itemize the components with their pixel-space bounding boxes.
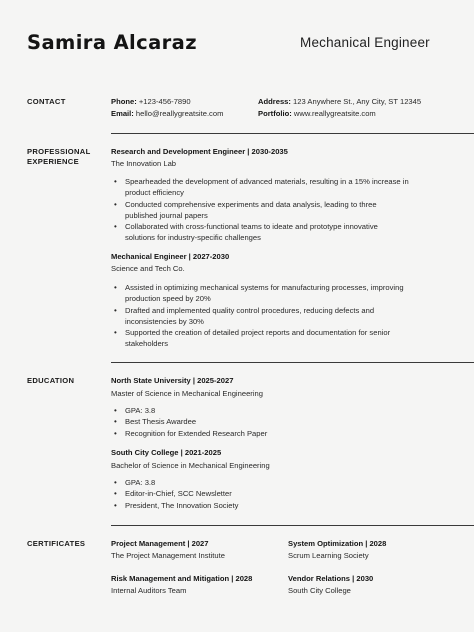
education-section-label: EDUCATION [27, 376, 75, 385]
certificate-1-title: Project Management | 2027 [111, 539, 209, 548]
divider-contact [111, 133, 474, 134]
email-label: Email: [111, 109, 134, 118]
job-2-company: Science and Tech Co. [111, 264, 185, 273]
school-2-name: South City College | 2021-2025 [111, 448, 222, 457]
portfolio-line [258, 109, 376, 119]
experience-label-line1: PROFESSIONAL [27, 147, 91, 156]
school-1-degree: Master of Science in Mechanical Engineering [111, 389, 263, 398]
list-item: • Conducted comprehensive experiments and data analysis, leading to three published journal papers [114, 199, 444, 222]
job-1-company: The Innovation Lab [111, 159, 177, 168]
contact-section-label: CONTACT [27, 97, 66, 106]
divider-experience [111, 362, 474, 363]
job-1-bullets [114, 176, 444, 244]
list-item: • Collaborated with cross-functional teams to ideate and prototype innovative solutions for industry-specific challenges [114, 221, 444, 244]
list-item: • Spearheaded the development of advanced materials, resulting in a 15% increase in product efficiency [114, 176, 444, 199]
divider-education [111, 525, 474, 526]
school-2-bullets [114, 477, 444, 511]
address-value: 123 Anywhere St., Any City, ST 12345 [293, 97, 422, 106]
candidate-name: Samira Alcaraz [27, 31, 197, 54]
candidate-job-title: Mechanical Engineer [300, 35, 430, 50]
certificate-3-issuer: Internal Auditors Team [111, 586, 187, 595]
school-1-bullets [114, 405, 444, 439]
address-line [258, 97, 421, 107]
portfolio-label: Portfolio: [258, 109, 292, 118]
list-item: • Assisted in optimizing mechanical systems for manufacturing processes, improving production speed by 20% [114, 282, 444, 305]
job-1-role: Research and Development Engineer | 2030-2035 [111, 147, 288, 156]
phone-line [111, 97, 191, 107]
certificate-1-issuer: The Project Management Institute [111, 551, 225, 560]
certificates-section-label: CERTIFICATES [27, 539, 86, 548]
school-2-degree: Bachelor of Science in Mechanical Engineering [111, 461, 270, 470]
certificate-2-title: System Optimization | 2028 [288, 539, 387, 548]
job-2-bullets [114, 282, 444, 350]
list-item: • GPA: 3.8 [114, 477, 444, 488]
certificate-2-issuer: Scrum Learning Society [288, 551, 369, 560]
list-item: • Editor-in-Chief, SCC Newsletter [114, 488, 444, 499]
list-item: • Best Thesis Awardee [114, 416, 444, 427]
experience-section-label [27, 147, 107, 167]
phone-label: Phone: [111, 97, 137, 106]
list-item: • Drafted and implemented quality control procedures, reducing defects and inconsistencies by 30% [114, 305, 444, 328]
list-item: • Supported the creation of detailed project reports and documentation for senior stakeholders [114, 327, 444, 350]
list-item: • Recognition for Extended Research Paper [114, 428, 444, 439]
email-value: hello@reallygreatsite.com [135, 109, 224, 118]
school-1-name: North State University | 2025-2027 [111, 376, 234, 385]
certificate-4-issuer: South City College [288, 586, 351, 595]
phone-value: +123-456-7890 [138, 97, 191, 106]
certificate-3-title: Risk Management and Mitigation | 2028 [111, 574, 253, 583]
job-2-role: Mechanical Engineer | 2027-2030 [111, 252, 230, 261]
email-line [111, 109, 223, 119]
address-label: Address: [258, 97, 291, 106]
certificate-4-title: Vendor Relations | 2030 [288, 574, 374, 583]
list-item: • President, The Innovation Society [114, 500, 444, 511]
list-item: • GPA: 3.8 [114, 405, 444, 416]
portfolio-value: www.reallygreatsite.com [293, 109, 376, 118]
experience-label-line2: EXPERIENCE [27, 157, 79, 166]
